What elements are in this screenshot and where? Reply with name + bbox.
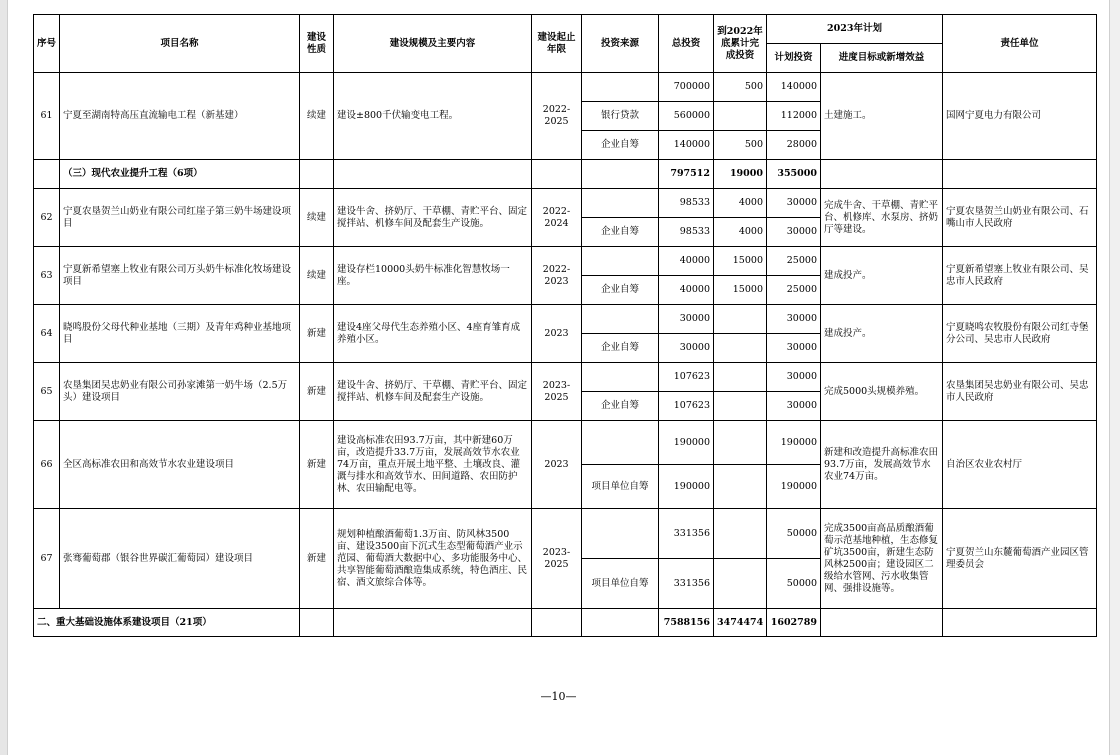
plan-invest: 30000 (767, 218, 821, 247)
invest-source (582, 509, 659, 559)
project-scale: 建设牛舍、挤奶厅、干草棚、青贮平台、固定搅拌站、机修车间及配套生产设施。 (334, 363, 532, 421)
project-period: 2022-2023 (532, 247, 582, 305)
section-plan: 1602789 (767, 609, 821, 637)
table-row (34, 189, 1097, 218)
section-plan: 355000 (767, 160, 821, 189)
header-row-1 (34, 15, 1097, 44)
empty-cell (334, 609, 532, 637)
total-invest: 331356 (659, 509, 714, 559)
empty-cell (821, 609, 943, 637)
header-progress: 进度目标或新增效益 (821, 44, 943, 73)
done-invest (714, 363, 767, 392)
project-name: 张骞葡萄郡（银谷世界碳汇葡萄园）建设项目 (60, 509, 300, 609)
plan-invest: 50000 (767, 559, 821, 609)
plan-invest: 140000 (767, 73, 821, 102)
document-page (7, 0, 1110, 755)
plan-invest: 30000 (767, 334, 821, 363)
responsible-unit: 农垦集团吴忠奶业有限公司、吴忠市人民政府 (943, 363, 1097, 421)
empty-cell (300, 609, 334, 637)
page-number: —10— (540, 690, 577, 703)
header-name: 项目名称 (60, 15, 300, 73)
section-row (34, 160, 1097, 189)
progress-target: 完成5000头规模养殖。 (821, 363, 943, 421)
row-no: 61 (34, 73, 60, 160)
project-nature: 续建 (300, 247, 334, 305)
project-period: 2023-2025 (532, 509, 582, 609)
invest-source (582, 73, 659, 102)
progress-target: 新建和改造提升高标准农田93.7万亩，发展高效节水农业74万亩。 (821, 421, 943, 509)
section-done: 19000 (714, 160, 767, 189)
project-nature: 新建 (300, 305, 334, 363)
total-invest: 190000 (659, 465, 714, 509)
empty-cell (532, 160, 582, 189)
total-invest: 107623 (659, 392, 714, 421)
project-nature: 新建 (300, 363, 334, 421)
header-total: 总投资 (659, 15, 714, 73)
header-scale: 建设规模及主要内容 (334, 15, 532, 73)
invest-source (582, 247, 659, 276)
plan-invest: 28000 (767, 131, 821, 160)
invest-source: 银行贷款 (582, 102, 659, 131)
row-no: 63 (34, 247, 60, 305)
project-period: 2022-2025 (532, 73, 582, 160)
progress-target: 建成投产。 (821, 305, 943, 363)
table-row (34, 509, 1097, 559)
total-invest: 40000 (659, 276, 714, 305)
section-title: （三）现代农业提升工程（6项） (60, 160, 300, 189)
project-name: 宁夏农垦贺兰山奶业有限公司红崖子第三奶牛场建设项目 (60, 189, 300, 247)
progress-target: 完成牛舍、干草棚、青贮平台、机修库、水泵房、挤奶厅等建设。 (821, 189, 943, 247)
done-invest (714, 465, 767, 509)
header-period: 建设起止年限 (532, 15, 582, 73)
empty-cell (300, 160, 334, 189)
table-row (34, 421, 1097, 465)
row-no: 65 (34, 363, 60, 421)
plan-invest: 30000 (767, 392, 821, 421)
responsible-unit: 宁夏新希望塞上牧业有限公司、吴忠市人民政府 (943, 247, 1097, 305)
progress-target: 完成3500亩高品质酿酒葡萄示范基地种植，生态修复矿坑3500亩，新建生态防风林2500亩；建设园区二级给水管网、污水收集管网、强排设施等。 (821, 509, 943, 609)
section-total: 797512 (659, 160, 714, 189)
total-invest: 98533 (659, 189, 714, 218)
responsible-unit: 国网宁夏电力有限公司 (943, 73, 1097, 160)
done-invest (714, 421, 767, 465)
plan-invest: 30000 (767, 305, 821, 334)
project-scale: 规划种植酿酒葡萄1.3万亩、防风林3500亩、建设3500亩下沉式生态型葡萄酒产业示范园、葡萄酒大数据中心、多功能服务中心、共享智能葡萄酒酿造集成系统，特色酒庄、民宿、酒文旅综合体等。 (334, 509, 532, 609)
total-invest: 107623 (659, 363, 714, 392)
table-row (34, 363, 1097, 392)
total-invest: 700000 (659, 73, 714, 102)
invest-source (582, 189, 659, 218)
project-scale: 建设牛舍、挤奶厅、干草棚、青贮平台、固定搅拌站、机修车间及配套生产设施。 (334, 189, 532, 247)
section-title: 二、重大基础设施体系建设项目（21项） (34, 609, 300, 637)
done-invest (714, 509, 767, 559)
empty-cell (334, 160, 532, 189)
total-invest: 331356 (659, 559, 714, 609)
section-done: 3474474 (714, 609, 767, 637)
plan-invest: 112000 (767, 102, 821, 131)
table-row (34, 305, 1097, 334)
project-scale: 建设4座父母代生态养殖小区、4座育雏育成养殖小区。 (334, 305, 532, 363)
header-source: 投资来源 (582, 15, 659, 73)
done-invest: 4000 (714, 189, 767, 218)
total-invest: 560000 (659, 102, 714, 131)
header-by2022: 到2022年底累计完成投资 (714, 15, 767, 73)
total-invest: 30000 (659, 334, 714, 363)
plan-invest: 25000 (767, 247, 821, 276)
responsible-unit: 自治区农业农村厅 (943, 421, 1097, 509)
empty-cell (821, 160, 943, 189)
row-no: 62 (34, 189, 60, 247)
done-invest: 4000 (714, 218, 767, 247)
project-table (33, 14, 1097, 637)
header-unit: 责任单位 (943, 15, 1097, 73)
done-invest (714, 102, 767, 131)
progress-target: 建成投产。 (821, 247, 943, 305)
project-period: 2023 (532, 305, 582, 363)
viewer-scroll-track[interactable] (1110, 0, 1120, 755)
invest-source: 企业自筹 (582, 218, 659, 247)
invest-source (582, 363, 659, 392)
plan-invest: 30000 (767, 363, 821, 392)
invest-source: 企业自筹 (582, 131, 659, 160)
invest-source: 企业自筹 (582, 276, 659, 305)
empty-cell (532, 609, 582, 637)
plan-invest: 25000 (767, 276, 821, 305)
empty-cell (943, 160, 1097, 189)
project-name: 宁夏至湖南特高压直流输电工程（新基建） (60, 73, 300, 160)
done-invest: 500 (714, 73, 767, 102)
done-invest (714, 305, 767, 334)
total-invest: 40000 (659, 247, 714, 276)
invest-source: 项目单位自筹 (582, 559, 659, 609)
total-invest: 98533 (659, 218, 714, 247)
project-scale: 建设±800千伏输变电工程。 (334, 73, 532, 160)
project-scale: 建设高标准农田93.7万亩，其中新建60万亩，改造提升33.7万亩，发展高效节水农业74万亩，重点开展土地平整、土壤改良、灌溉与排水和高效节水、田间道路、农田防护林、农田输配电等。 (334, 421, 532, 509)
project-period: 2023 (532, 421, 582, 509)
project-nature: 新建 (300, 509, 334, 609)
project-nature: 续建 (300, 73, 334, 160)
project-period: 2022-2024 (532, 189, 582, 247)
project-name: 晓鸣股份父母代种业基地（三期）及青年鸡种业基地项目 (60, 305, 300, 363)
row-no: 67 (34, 509, 60, 609)
row-no: 64 (34, 305, 60, 363)
responsible-unit: 宁夏贺兰山东麓葡萄酒产业园区管理委员会 (943, 509, 1097, 609)
section-row (34, 609, 1097, 637)
done-invest (714, 334, 767, 363)
invest-source: 企业自筹 (582, 392, 659, 421)
empty-cell (34, 160, 60, 189)
project-nature: 新建 (300, 421, 334, 509)
empty-cell (582, 160, 659, 189)
plan-invest: 190000 (767, 465, 821, 509)
progress-target: 土建施工。 (821, 73, 943, 160)
done-invest: 500 (714, 131, 767, 160)
responsible-unit: 宁夏农垦贺兰山奶业有限公司、石嘴山市人民政府 (943, 189, 1097, 247)
project-name: 全区高标准农田和高效节水农业建设项目 (60, 421, 300, 509)
invest-source: 项目单位自筹 (582, 465, 659, 509)
total-invest: 190000 (659, 421, 714, 465)
done-invest: 15000 (714, 276, 767, 305)
table-row (34, 73, 1097, 102)
project-nature: 续建 (300, 189, 334, 247)
responsible-unit: 宁夏晓鸣农牧股份有限公司红寺堡分公司、吴忠市人民政府 (943, 305, 1097, 363)
section-total: 7588156 (659, 609, 714, 637)
total-invest: 30000 (659, 305, 714, 334)
empty-cell (582, 609, 659, 637)
header-nature: 建设性质 (300, 15, 334, 73)
done-invest (714, 559, 767, 609)
header-plan-invest: 计划投资 (767, 44, 821, 73)
invest-source: 企业自筹 (582, 334, 659, 363)
project-name: 宁夏新希望塞上牧业有限公司万头奶牛标准化牧场建设项目 (60, 247, 300, 305)
plan-invest: 190000 (767, 421, 821, 465)
total-invest: 140000 (659, 131, 714, 160)
project-period: 2023-2025 (532, 363, 582, 421)
plan-invest: 50000 (767, 509, 821, 559)
done-invest (714, 392, 767, 421)
row-no: 66 (34, 421, 60, 509)
project-scale: 建设存栏10000头奶牛标准化智慧牧场一座。 (334, 247, 532, 305)
invest-source (582, 421, 659, 465)
table-row (34, 247, 1097, 276)
plan-invest: 30000 (767, 189, 821, 218)
project-name: 农垦集团吴忠奶业有限公司孙家滩第一奶牛场（2.5万头）建设项目 (60, 363, 300, 421)
header-seq: 序号 (34, 15, 60, 73)
invest-source (582, 305, 659, 334)
header-plan2023: 2023年计划 (767, 15, 943, 44)
done-invest: 15000 (714, 247, 767, 276)
empty-cell (943, 609, 1097, 637)
